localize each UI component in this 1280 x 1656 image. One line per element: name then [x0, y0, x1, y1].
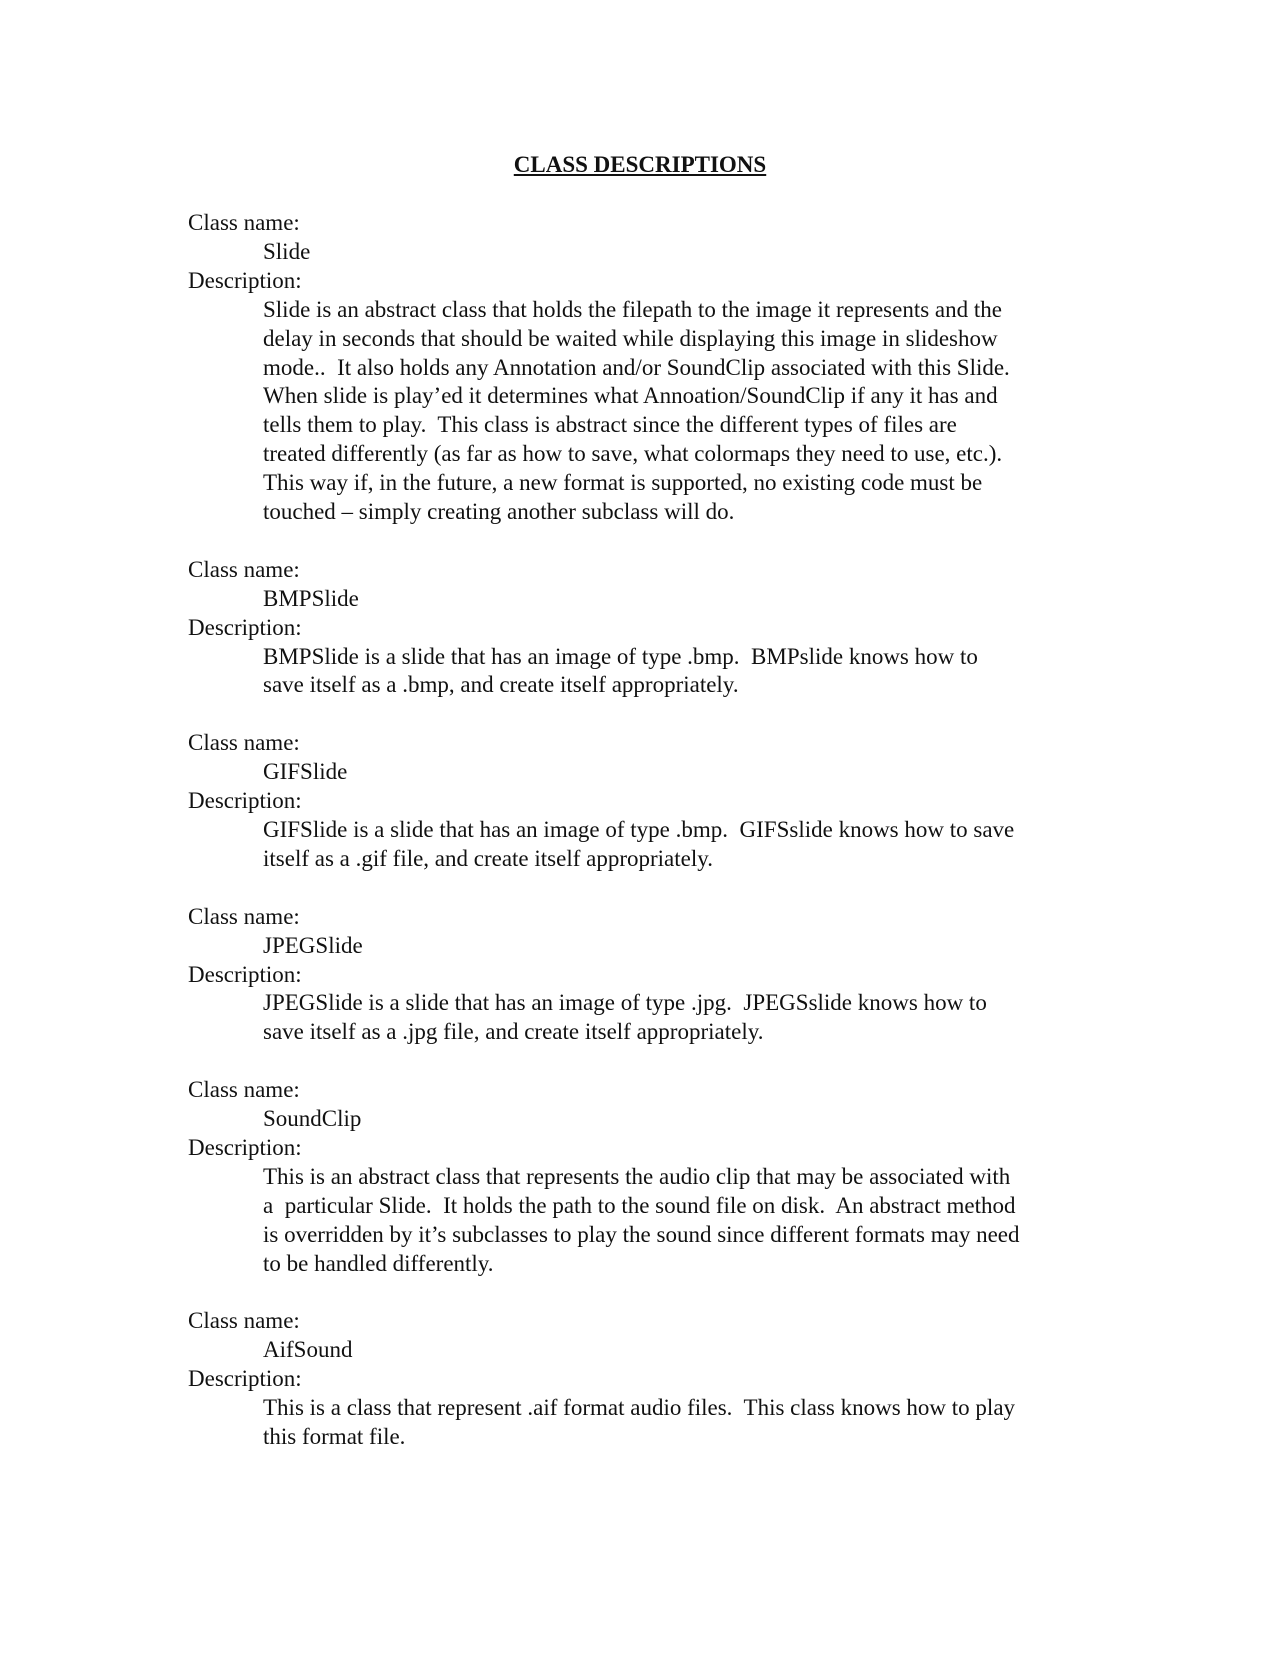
description-line: BMPSlide is a slide that has an image of type .bmp. BMPslide knows how to [263, 643, 978, 669]
class-name-label: Class name: [188, 1308, 300, 1334]
description-line: to be handled differently. [263, 1250, 494, 1276]
description-line: delay in seconds that should be waited while displaying this image in slideshow [263, 325, 998, 351]
description-line: This is an abstract class that represents the audio clip that may be associated with [263, 1163, 1011, 1189]
class-name-label: Class name: [188, 730, 300, 756]
description-line: GIFSlide is a slide that has an image of type .bmp. GIFSslide knows how to save [263, 817, 1015, 842]
description-line: itself as a .gif file, and create itself appropriately. [263, 845, 714, 871]
description-line: save itself as a .bmp, and create itself appropriately. [263, 672, 739, 698]
class-name-label: Class name: [188, 1077, 300, 1103]
description-line: treated differently (as far as how to save, what colormaps they need to use, etc.). [263, 441, 1003, 467]
class-description-list [188, 209, 1108, 1481]
description-text [188, 296, 1108, 527]
class-name-value: BMPSlide [263, 585, 359, 611]
description-line: is overridden by it’s subclasses to play the sound since different formats may need [263, 1221, 1020, 1247]
class-entry [188, 1307, 1108, 1452]
class-name-value: SoundClip [263, 1106, 362, 1132]
description-line: When slide is play’ed it determines what Annoation/SoundClip if any it has and [263, 383, 998, 409]
class-name-label: Class name: [188, 210, 300, 235]
class-name-label: Class name: [188, 903, 300, 929]
description-text [188, 1394, 1108, 1452]
description-label: Description: [188, 267, 302, 293]
description-line: This is a class that represent .aif format audio files. This class knows how to play [263, 1395, 1016, 1421]
description-line: tells them to play. This class is abstract since the different types of files are [263, 412, 957, 438]
description-label: Description: [188, 788, 302, 814]
description-line: This way if, in the future, a new format is supported, no existing code must be [263, 470, 983, 496]
description-text [188, 816, 1108, 874]
description-line: this format file. [263, 1423, 406, 1449]
description-label: Description: [188, 1134, 302, 1160]
page-title: CLASS DESCRIPTIONS [513, 152, 767, 177]
description-line: save itself as a .jpg file, and create itself appropriately. [263, 1019, 764, 1045]
class-entry [188, 556, 1108, 701]
class-entry [188, 1076, 1108, 1278]
description-label: Description: [188, 1366, 302, 1392]
description-line: JPEGSlide is a slide that has an image of type .jpg. JPEGSslide knows how to [263, 990, 987, 1016]
class-name-value: JPEGSlide [263, 932, 363, 958]
description-line: Slide is an abstract class that holds the filepath to the image it represents and the [263, 296, 1002, 322]
description-line: mode.. It also holds any Annotation and/or SoundClip associated with this Slide. [263, 354, 1010, 380]
class-name-value: Slide [263, 238, 311, 264]
description-line: a particular Slide. It holds the path to the sound file on disk. An abstract method [263, 1192, 1016, 1218]
class-name-value: GIFSlide [263, 759, 348, 785]
class-entry [188, 903, 1108, 1048]
description-text [188, 989, 1108, 1047]
class-name-value: AifSound [263, 1337, 353, 1363]
class-name-label: Class name: [188, 556, 300, 582]
class-entry [188, 209, 1108, 527]
description-line: touched – simply creating another subclass will do. [263, 499, 735, 525]
description-label: Description: [188, 961, 302, 987]
description-text [188, 643, 1108, 701]
class-entry [188, 729, 1108, 874]
description-label: Description: [188, 614, 302, 640]
description-text [188, 1163, 1108, 1279]
